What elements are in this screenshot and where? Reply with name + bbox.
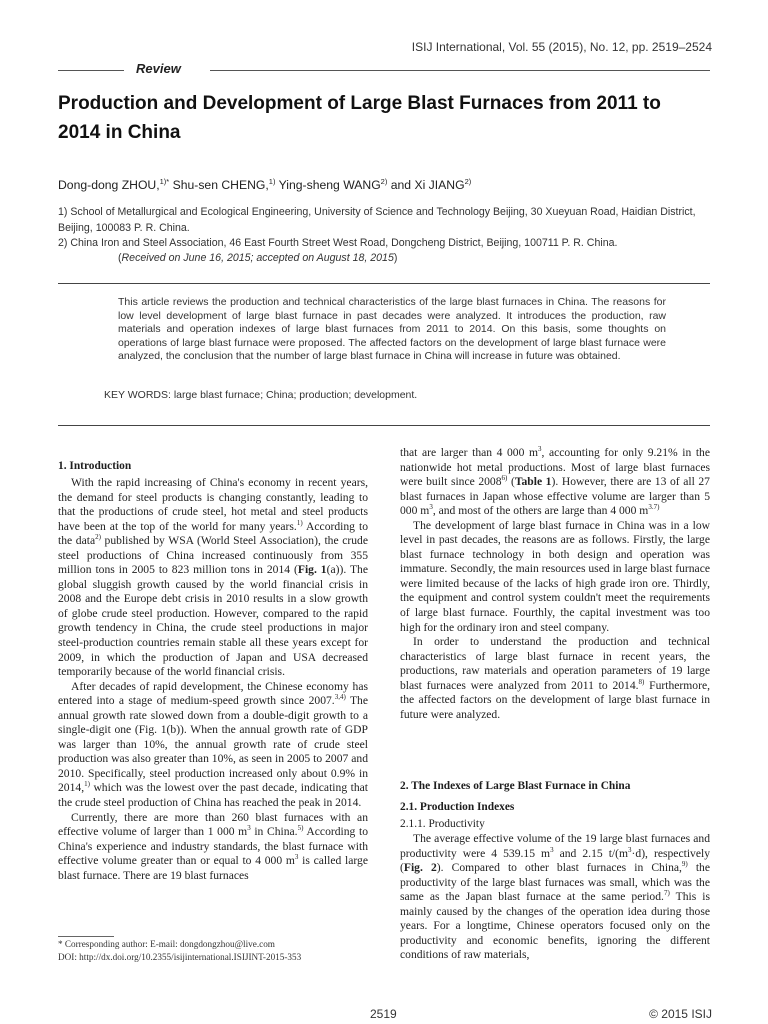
text-run: and 2.15 t/(m — [553, 846, 629, 860]
citation-mark: 1) — [296, 518, 303, 527]
corresponding-author: * Corresponding author: E-mail: dongdongzhou@live.com — [58, 939, 275, 949]
text-run: With the rapid increasing of China's economy in recent years, the demand for steel products is changing constantly, leading to that the productions of crude steel, hot metal and steel products have been at the top of the world for many years. — [58, 476, 368, 533]
superscript: 3 — [247, 824, 251, 833]
author-name: and Xi JIANG — [387, 178, 465, 193]
text-run: , accounting for only 9.21% in the nationwide hot metal productions. Most of large blast furnaces were built since 2008 — [400, 446, 710, 489]
abstract: This article reviews the production and technical characteristics of the large blast furnaces in China. The reasons for low level development of large blast furnace in past decades were analyzed. It introduces the production, raw materials and operation indexes of large blast furnaces from 2011 to 2014. On this basis, some thoughts on operations of large blast furnace were proposed. The affected factors on the development of large blast furnace were analyzed, the conclusion that the number of large blast furnace in China will increase in future was obtained. — [118, 296, 666, 363]
text-run: , and most of the others are large than 4 000 m — [432, 504, 649, 518]
citation-mark: 7) — [663, 889, 670, 898]
author-name: Shu-sen CHENG, — [169, 178, 269, 193]
paragraph — [58, 476, 368, 680]
citation-mark: 5) — [297, 824, 304, 833]
citation-mark: 3.7) — [648, 503, 660, 512]
citation-mark: 8) — [638, 677, 645, 686]
paragraph — [58, 680, 368, 811]
subsection-heading-production-indexes: 2.1. Production Indexes — [400, 801, 515, 813]
author-mark: 1)* — [159, 177, 170, 186]
page-number: 2519 — [370, 1007, 397, 1021]
received-text: Received on June 16, 2015; accepted on August 18, 2015 — [121, 252, 394, 264]
author-mark: 1) — [268, 177, 276, 186]
copyright: © 2015 ISIJ — [649, 1007, 712, 1021]
author-list — [58, 177, 471, 192]
text-run: This is mainly caused by the changes of the operation idea during those years. For a longtime, Chinese operators focused only on the productivity and economic benefits, ignoring the different conditions of raw materials, — [400, 890, 710, 962]
text-run: The annual growth rate slowed down from a double-digit growth to a single-digit one (Fig. 1(b)). When the annual growth rate of GDP was larger than 10%, the annual growth rate of crude steel production was also greater than 10%, as seen in 2005 to 2007 and 2010. Specifically, steel production increased only about 0.9% in 2014, — [58, 694, 368, 795]
right-column-continued — [400, 832, 710, 963]
paragraph: The development of large blast furnace in China was in a low level in past decades, the reasons are as follows. Firstly, the large blast furnace technology in both design and operation was immature. Secondly, the main resources used in large blast furnace were limited because of the lacks of high grade iron ore. Thirdly, the equipment and control system couldn't meet the requirements of large blast furnace. Fourthly, the capital investment was too high for the ordinary iron and steel company. — [400, 518, 710, 634]
paragraph — [58, 811, 368, 884]
text-run: After decades of rapid development, the Chinese economy has entered into a stage of medium-speed growth since 2007. — [58, 679, 368, 708]
right-column — [400, 446, 710, 722]
footnote-rule — [58, 936, 114, 937]
section-heading-introduction: 1. Introduction — [58, 460, 132, 472]
text-run: in China. — [250, 825, 298, 839]
text-run: published by WSA (World Steel Association), the crude steel productions of China increased continuously from 355 million tons in 2005 to 823 million tons in 2014 ( — [58, 534, 368, 577]
superscript: 3 — [294, 853, 299, 862]
text-run: Currently, there are more than 260 blast furnaces with an effective volume of larger than 1 000 m — [58, 810, 368, 839]
text-run: According to China's experience and industry standards, the blast furnace with effective volume greater than or equal to 4 000 m — [58, 825, 368, 868]
paragraph — [400, 635, 710, 722]
text-run: The average effective volume of the 19 large blast furnaces and productivity were 4 539.15 m — [400, 832, 710, 860]
text-run: In order to understand the production and technical characteristics of large blast furnace in recent years, the productions, raw materials and operation parameters of 19 large blast furnaces were analyzed from 2011 to 2014. — [400, 635, 710, 692]
citation-mark: 1) — [84, 780, 90, 789]
text-run: Furthermore, the affected factors on the development of large blast furnace in future were analyzed. — [400, 678, 710, 721]
affiliation-2: 2) China Iron and Steel Association, 46 East Fourth Street West Road, Dongcheng District, Beijing, 100711 P. R. China. — [58, 237, 618, 249]
figure-ref: Fig. 2 — [403, 861, 437, 875]
received-dates: (Received on June 16, 2015; accepted on August 18, 2015) — [118, 252, 398, 264]
author-mark: 2) — [464, 177, 472, 186]
affiliation-1: 1) School of Metallurgical and Ecological Engineering, University of Science and Technology Beijing, 30 Xueyuan Road, Haidian District, Beijing, 100083 P. R. China. — [58, 206, 696, 234]
article-title: Production and Development of Large Blast Furnaces from 2011 to 2014 in China — [58, 93, 661, 143]
text-run: that are larger than 4 000 m — [400, 446, 538, 459]
section-heading-indexes: 2. The Indexes of Large Blast Furnace in China — [400, 780, 631, 792]
abstract-rule-top — [58, 283, 710, 284]
citation-mark: 2) — [95, 533, 101, 542]
text-run: ·d), respectively ( — [400, 846, 710, 875]
citation-mark: 9) — [681, 860, 688, 869]
author-mark: 2) — [380, 177, 388, 186]
table-ref: Table 1 — [514, 475, 552, 489]
footnote — [58, 938, 301, 964]
abstract-rule-bottom — [58, 425, 710, 426]
text-run: ). However, there are 13 of all 27 blast furnaces in Japan whose effective volume are larger than 5 000 m — [400, 475, 710, 518]
citation-mark: 3,4) — [334, 693, 346, 702]
header-rule-left — [58, 70, 124, 71]
header-rule-right — [210, 70, 710, 71]
text-run: which was the lowest over the past decade, indicating that the crude steel production of China has reached the peak in 2014. — [58, 781, 368, 810]
affiliations — [58, 205, 710, 252]
text-run: ( — [507, 475, 515, 489]
text-run: the productivity of the large blast furnaces was small, which was the same as the Japan blast furnace at the same period. — [400, 861, 710, 904]
superscript: 3 — [538, 445, 542, 454]
figure-ref: Fig. 1 — [297, 563, 327, 577]
text-run: According to the data — [58, 519, 369, 548]
citation-mark: 6) — [501, 474, 508, 483]
journal-reference: ISIJ International, Vol. 55 (2015), No. 12, pp. 2519–2524 — [411, 40, 712, 54]
paragraph — [400, 832, 710, 963]
text-run: is called large blast furnace. There are 19 blast furnaces — [58, 854, 368, 882]
superscript: 3 — [429, 503, 433, 512]
text-run: ). Compared to other blast furnaces in China, — [436, 861, 682, 875]
author-name: Dong-dong ZHOU, — [58, 178, 160, 193]
author-name: Ying-sheng WANG — [275, 178, 381, 193]
subsubsection-heading-productivity: 2.1.1. Productivity — [400, 818, 485, 830]
paragraph — [400, 446, 710, 519]
text-run: (a)). The global sluggish growth caused by the world financial crisis in 2008 and the Europe debt crisis in 2010 results in a slow growth of globe crude steel production. However, compared to the rapid growth tendency in China, the crude steel productions in major steel-production countries remain stable all these years except for 2009, in which the production of Japan and USA decreased temporarily because of the world financial crisis. — [58, 563, 369, 679]
superscript: 3 — [628, 845, 632, 854]
superscript: 3 — [550, 845, 554, 854]
doi-link[interactable]: DOI: http://dx.doi.org/10.2355/isijinternational.ISIJINT-2015-353 — [58, 952, 302, 962]
keywords: KEY WORDS: large blast furnace; China; production; development. — [104, 389, 418, 401]
section-label: Review — [136, 61, 181, 76]
left-column — [58, 476, 368, 883]
